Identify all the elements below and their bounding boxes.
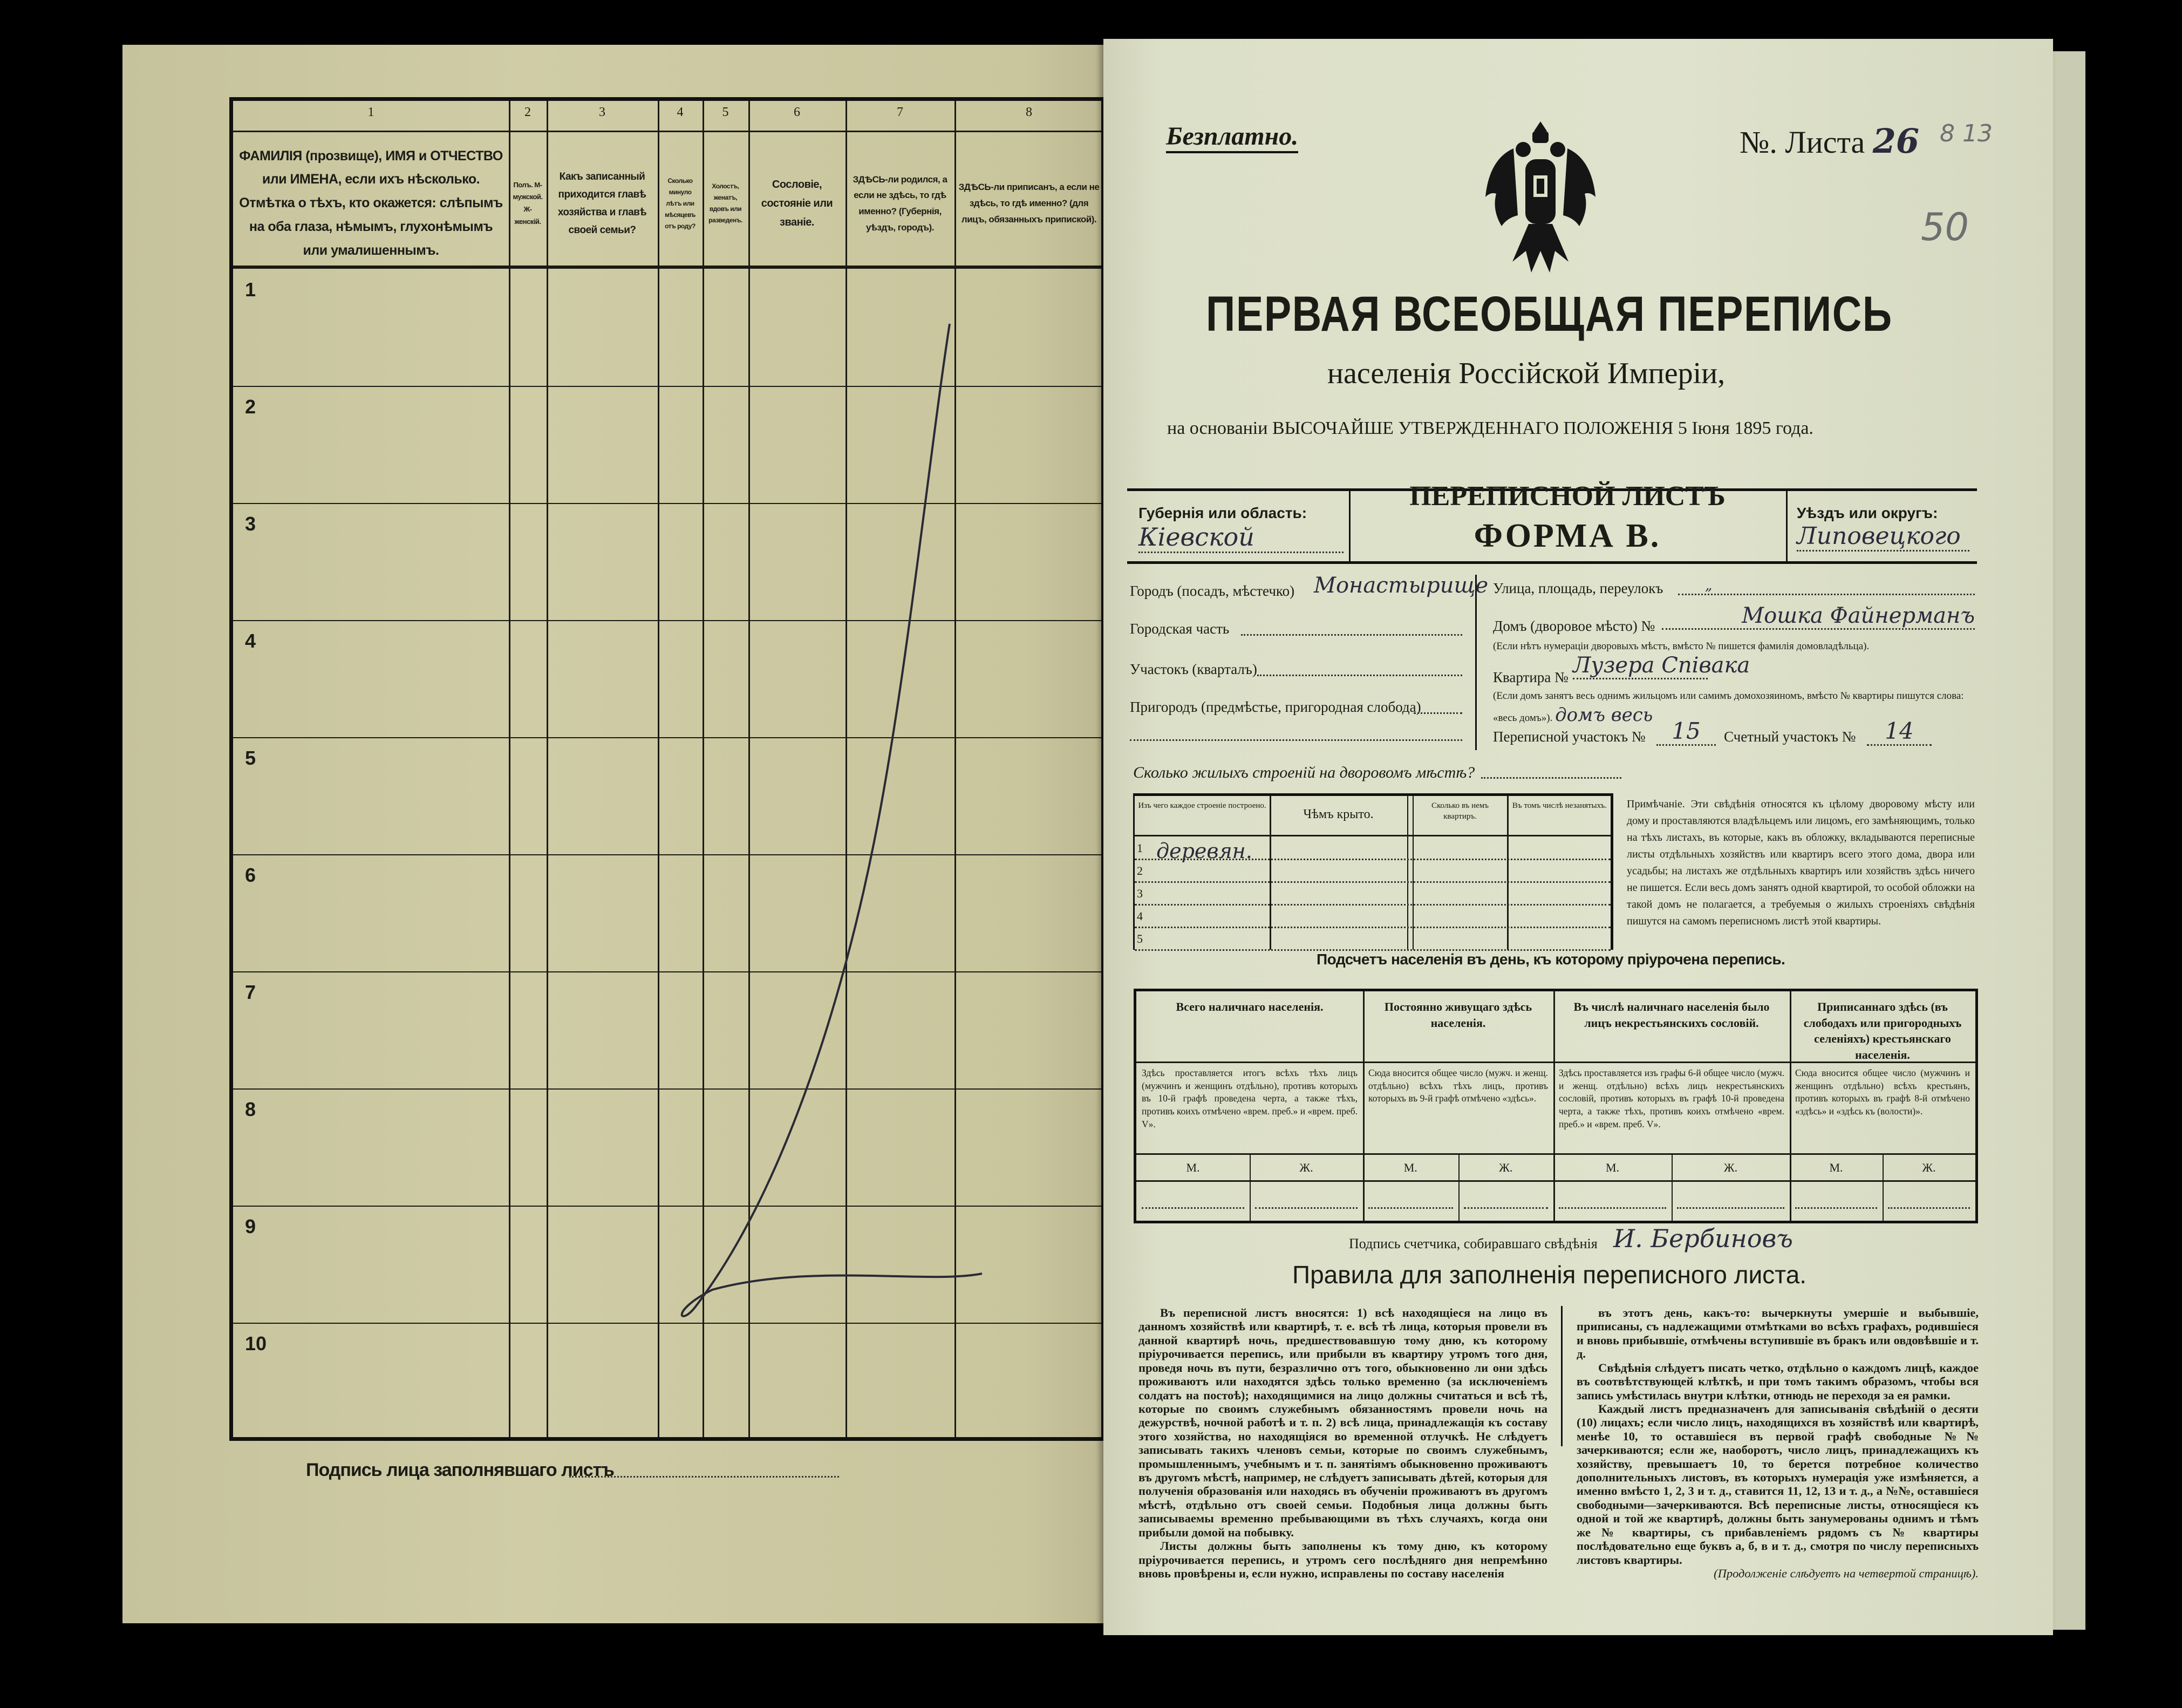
row-number: 9: [245, 1215, 256, 1237]
buildings-header-roof: Чѣмъ крыто.: [1303, 807, 1374, 821]
row-number: 10: [245, 1332, 267, 1355]
sheet-number-value[interactable]: 26: [1872, 121, 1920, 161]
uezd-field[interactable]: Липовецкого: [1797, 522, 1969, 552]
count-female-label: Ж.: [1499, 1161, 1513, 1174]
rules-title: Правила для заполненія переписного листа.: [1292, 1261, 1807, 1289]
header-divider: [1135, 835, 1611, 836]
count-value-field[interactable]: [1464, 1207, 1549, 1209]
count-value-field[interactable]: [1142, 1207, 1244, 1209]
uchastok-field[interactable]: [1257, 675, 1462, 676]
count-male-label: М.: [1186, 1161, 1200, 1174]
free-label: Безплатно.: [1166, 121, 1298, 153]
sheet-number-field: [1740, 121, 1919, 161]
census-basis: на основаніи ВЫСОЧАЙШЕ УТВЕРЖДЕННАГО ПОЛОЖЕНІЯ 5 Іюня 1895 года.: [1167, 418, 1813, 438]
left-signature-line[interactable]: [569, 1476, 839, 1478]
count-description: Здѣсь проставляется изъ графы 6-й общее число (мужч. и женщ. отдѣльно) всѣхъ лицъ некрестьянскихъ сословій, противъ которыхъ въ графѣ 10-й проведена черта, а также тѣхъ, противъ коихъ отмѣчено «врем. преб.» и «врем. преб. V».: [1559, 1067, 1784, 1129]
buildings-question: Сколько жилыхъ строеній на дворовомъ мѣстѣ?: [1133, 764, 1475, 781]
kvartira-note-text: (Если домъ занятъ весь однимъ жильцомъ или самимъ домохозяиномъ, вмѣсто № квартиры пишутся слова: «весь домъ»).: [1493, 690, 1964, 724]
buildings-header-vacant: Въ томъ числѣ незанятыхъ.: [1512, 801, 1607, 810]
gorod-field[interactable]: Монастырище: [1314, 573, 1489, 598]
count-description: Сюда вносится общее число (мужч. и женщ. отдѣльно) всѣхъ тѣхъ лицъ, противъ которыхъ въ 9-й графѣ отмѣчено «здѣсь».: [1368, 1067, 1548, 1104]
count-male-label: М.: [1605, 1161, 1620, 1174]
ulitsa-ditto: „: [1705, 577, 1713, 594]
divider: [1127, 561, 1977, 564]
count-description: Сюда вносится общее число (мужчинъ и женщинъ отдѣльно) всѣхъ крестьянъ, противъ которыхъ въ графѣ 8-й отмѣчено «здѣсь» и «здѣсь къ (волости)».: [1795, 1067, 1970, 1117]
count-header: Приписаннаго здѣсь (въ слободахъ или пригородныхъ селеніяхъ) крестьянскаго населенія.: [1803, 1000, 1962, 1062]
building-row-number: 1: [1137, 841, 1143, 855]
sheet-number-label: №. Листа: [1740, 125, 1865, 160]
row-divider: [1136, 1180, 1975, 1182]
kvartira-label: Квартира №: [1493, 669, 1569, 685]
count-value-field[interactable]: [1255, 1207, 1358, 1209]
rules-paragraph: Свѣдѣнія слѣдуетъ писать четко, отдѣльно о каждомъ лицѣ, каждое въ соотвѣтствующей клѣткѣ, и при томъ такимъ образомъ, чтобы вся запись умѣстилась внутри клѣтки, отнюдь не переходя за ея рамки.: [1577, 1360, 1979, 1402]
perepisnoy-field[interactable]: 15: [1656, 718, 1716, 746]
column-header: ФАМИЛІЯ (прозвище), ИМЯ и ОТЧЕСТВО или ИМЕНА, если ихъ нѣсколько. Отмѣтка о тѣхъ, кто окажется: слѣпымъ на оба глаза, нѣмымъ, глухонѣмымъ или умалишеннымъ.: [239, 148, 503, 258]
rules-paragraph: Каждый листъ предназначенъ для записыванія свѣдѣній о десяти (10) лицахъ; если число лицъ, находящихся въ хозяйствѣ или квартирѣ, менѣе 10, то оставшіеся въ первой графѣ свободные №№ зачеркиваются; если же, наоборотъ, число лицъ, принадлежащихъ къ хозяйству, превышаетъ 10, то берется потребное количество дополнительныхъ листовъ, въ которыхъ нумерація уже измѣняется, а именно вмѣсто 1, 2, 3 и т. д., ставится 11, 12, 13 и т. д., а №№, оставшіеся свободными—зачеркиваются. Всѣ переписные листы, относящіеся къ одной и той же квартирѣ, должны быть занумерованы однимъ и тѣмъ же № квартиры, съ прибавленіемъ рядомъ съ № квартиры послѣдовательно еще буквъ а, б, в и т. д., смотря по числу переписныхъ листовъ квартиры.: [1577, 1401, 1979, 1567]
building-row-number: 4: [1137, 909, 1143, 923]
building-row[interactable]: [1135, 904, 1611, 906]
building-row-number: 2: [1137, 864, 1143, 877]
uchastok-label: Участокъ (кварталъ): [1130, 661, 1257, 677]
divider: [1349, 488, 1351, 561]
column-header: ЗДѢСЬ-ли приписанъ, а если не здѣсь, то гдѣ именно? (для лицъ, обязанныхъ припиской).: [958, 182, 1100, 224]
kvartira-note-value[interactable]: домъ весь: [1555, 704, 1653, 726]
row-number: 1: [245, 278, 256, 301]
gorod-label: Городъ (посадъ, мѣстечко): [1130, 583, 1295, 599]
column-header: ЗДѢСЬ-ли родился, а если не здѣсь, то гдѣ именно? (Губернія, уѣздъ, городъ).: [853, 174, 947, 233]
count-title: Подсчетъ населенія въ день, къ которому пріурочена перепись.: [1317, 951, 1785, 968]
row-number: 5: [245, 747, 256, 769]
dom-note: (Если нѣтъ нумераціи дворовыхъ мѣстъ, вмѣсто № пишется фамилія домовладѣльца).: [1493, 641, 1870, 652]
count-description: Здѣсь проставляется итогъ всѣхъ тѣхъ лицъ (мужчинъ и женщинъ отдѣльно), противъ которыхъ въ 10-й графѣ проведена черта, а также тѣхъ, противъ коихъ отмѣчено «врем. преб.» и «врем. преб. V».: [1142, 1067, 1358, 1129]
column-divider: [1363, 991, 1365, 1221]
buildings-header-apartments: Сколько въ немъ квартиръ.: [1431, 801, 1489, 821]
row-number: 4: [245, 630, 256, 652]
guberniya-field[interactable]: Кіевской: [1138, 522, 1344, 553]
count-header: Въ числѣ наличнаго населенія было лицъ некрестьянскихъ сословій.: [1573, 1000, 1770, 1030]
population-count-table: [1134, 989, 1978, 1223]
rules-continuation: (Продолженіе слѣдуетъ на четвертой страницѣ).: [1714, 1567, 1979, 1581]
building-row[interactable]: [1135, 927, 1611, 928]
column-divider: [1561, 1306, 1563, 1446]
building-row-number: 3: [1137, 887, 1143, 900]
rules-left-column: [1138, 1306, 1547, 1581]
column-header: Сколько минуло лѣтъ или мѣсяцевъ отъ роду?: [665, 176, 695, 230]
column-number: 4: [677, 105, 684, 119]
rules-paragraph: Листы должны быть заполнены къ тому дню, къ которому пріурочивается перепись, и утромъ сего послѣдняго дня непремѣнно вновь провѣрены и, если нужно, исправлены по составу населенія: [1138, 1539, 1547, 1581]
census-title: ПЕРВАЯ ВСЕОБЩАЯ ПЕРЕПИСЬ: [1206, 287, 1893, 342]
column-header: Холостъ, женатъ, вдовъ или разведенъ.: [708, 182, 742, 224]
form-title: ПЕРЕПИСНОЙ ЛИСТЪ: [1409, 481, 1726, 512]
column-header: Сословіе, состояніе или званіе.: [761, 178, 833, 228]
ulitsa-label: Улица, площадь, переулокъ: [1493, 580, 1663, 596]
header-divider: [233, 131, 1101, 132]
column-divider: [1553, 991, 1555, 1221]
column-header: Какъ записанный приходится главѣ хозяйства и главѣ своей семьи?: [557, 171, 647, 236]
column-number: 2: [524, 105, 531, 119]
count-value-field[interactable]: [1888, 1207, 1970, 1209]
building-row[interactable]: [1135, 881, 1611, 883]
divider: [1475, 575, 1477, 750]
row-number: 7: [245, 981, 256, 1003]
row-number: 8: [245, 1098, 256, 1120]
count-header: Всего наличнаго населенія.: [1176, 1000, 1324, 1013]
column-number: 5: [722, 105, 729, 119]
building-row-number: 5: [1137, 932, 1143, 945]
column-number: 7: [897, 105, 903, 119]
building-row[interactable]: [1135, 859, 1611, 860]
count-value-field[interactable]: [1677, 1207, 1784, 1209]
count-header: Постоянно живущаго здѣсь населенія.: [1384, 1000, 1532, 1030]
prigorod-field-extra[interactable]: [1130, 739, 1462, 741]
count-male-label: М.: [1829, 1161, 1843, 1174]
count-female-label: Ж.: [1723, 1161, 1738, 1174]
form-name: ФОРМА В.: [1474, 518, 1661, 554]
buildings-table: [1133, 793, 1613, 950]
count-female-label: Ж.: [1299, 1161, 1313, 1174]
rules-right-column: [1577, 1306, 1979, 1580]
row-number: 3: [245, 513, 256, 535]
buildings-header-material: Изъ чего каждое строеніе построено.: [1138, 801, 1266, 810]
column-number: 1: [367, 105, 374, 119]
chast-label: Городская часть: [1130, 621, 1230, 637]
perepisnoy-label: Переписной участокъ №: [1493, 729, 1646, 745]
count-female-label: Ж.: [1922, 1161, 1936, 1174]
counter-signature-label: Подпись счетчика, собиравшаго свѣдѣнія: [1349, 1236, 1598, 1251]
ulitsa-field[interactable]: [1678, 594, 1975, 595]
left-signature-label: Подпись лица заполнявшаго листъ: [306, 1460, 614, 1480]
column-divider: [1790, 991, 1791, 1221]
kvartira-field[interactable]: Лузера Співака: [1573, 653, 1708, 679]
counter-signature[interactable]: И. Бербиновъ: [1613, 1224, 1793, 1253]
schetny-field[interactable]: 14: [1867, 718, 1932, 746]
divider: [1786, 488, 1788, 561]
column-number: 6: [794, 105, 800, 119]
pencil-mark-number: 50: [1921, 205, 1969, 249]
count-value-field[interactable]: [1559, 1207, 1666, 1209]
count-value-field[interactable]: [1368, 1207, 1453, 1209]
census-subtitle: населенія Россійской Имперіи,: [1327, 357, 1726, 390]
prigorod-field[interactable]: [1414, 712, 1462, 714]
building-1-material[interactable]: деревян.: [1156, 839, 1252, 863]
count-value-field[interactable]: [1795, 1207, 1877, 1209]
diagonal-cancel-stroke: [647, 302, 1025, 1382]
column-header: Полъ. М-мужской. Ж-женскій.: [513, 180, 543, 226]
dom-label: Домъ (дворовое мѣсто) №: [1493, 618, 1655, 634]
column-number: 8: [1026, 105, 1032, 119]
uezd-label: Уѣздъ или округъ:: [1797, 505, 1938, 521]
pencil-mark-folio: 8 13: [1940, 120, 1993, 147]
prigorod-label: Пригородъ (предмѣстье, пригородная слобода): [1130, 699, 1421, 715]
imperial-eagle-emblem: [1481, 116, 1600, 278]
schetny-label: Счетный участокъ №: [1724, 729, 1856, 745]
chast-field[interactable]: [1241, 634, 1462, 636]
rules-paragraph: въ этотъ день, какъ-то: вычеркнуты умершіе и выбывшіе, приписаны, съ надлежащими отмѣтками во всѣхъ графахъ, родившіеся и вновь прибывшіе, отмѣчены вступившіе въ бракъ или овдовѣвшіе и т. д.: [1577, 1306, 1979, 1361]
buildings-count-field[interactable]: [1481, 777, 1621, 779]
buildings-note: Примѣчаніе. Эти свѣдѣнія относятся къ цѣлому дворовому мѣсту или дому и проставляются владѣльцемъ или лицомъ, его замѣняющимъ, только на тѣхъ листахъ, въ которые, какъ въ обложку, вкладываются переписные листы отдѣльныхъ хозяйствъ или квартиръ всего этого дома, двора или усадьбы; на листахъ же отдѣльныхъ квартиръ или хозяйствъ здѣсь ничего не пишется. Если весь домъ занятъ одной квартирой, то особой обложки на такой домъ не полагается, а требуемыя о жилыхъ строеніяхъ свѣдѣнія пишутся на самомъ переписномъ листѣ этой квартиры.: [1627, 798, 1975, 927]
row-number: 6: [245, 864, 256, 886]
row-number: 2: [245, 396, 256, 418]
rules-paragraph: Въ переписной листъ вносятся: 1) всѣ находящіеся на лицо въ данномъ хозяйствѣ или квартирѣ, т. е. всѣ тѣ лица, которыя провели въ данной квартирѣ ночь, предшествовавшую тому дню, къ которому пріурочивается перепись, или прибыли въ квартиру утромъ того дня, проведя ночь въ пути, безразлично отъ того, обыкновенно ли они здѣсь проживаютъ или находятся здѣсь только временно (за исключеніемъ солдатъ на постоѣ); находящимися на лицо должны считаться и всѣ тѣ, которые по своимъ служебнымъ обязанностямъ провели ночь на дежурствѣ, ночной работѣ и т. п. 2) всѣ лица, принадлежащія къ составу этого хозяйства, но находящіяся во временной отлучкѣ. Не слѣдуетъ записывать такихъ членовъ семьи, которые по своимъ служебнымъ, промышленнымъ, учебнымъ и т. п. занятіямъ обыкновенно проживаютъ въ другомъ мѣстѣ, например, не слѣдуетъ записывать дѣтей, которыя для полученія образованія или находясь въ обученіи проживаютъ въ другомъ мѣстѣ, отдѣльно отъ своей семьи. Подобныя лица должны быть записываемы временно пребывающими въ тѣхъ случаяхъ, когда они прибыли домой на побывку.: [1138, 1306, 1547, 1539]
column-number: 3: [599, 105, 605, 119]
dom-field[interactable]: Мошка Файнерманъ: [1662, 603, 1975, 630]
row-divider: [1136, 1153, 1975, 1155]
count-male-label: М.: [1403, 1161, 1417, 1174]
guberniya-label: Губернія или область:: [1138, 505, 1307, 521]
